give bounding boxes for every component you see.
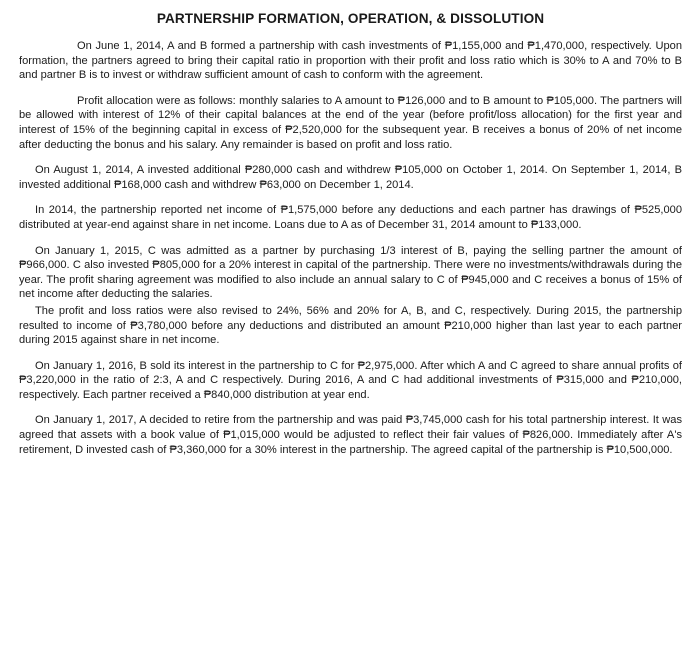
paragraph-revised-ratios-2015: The profit and loss ratios were also revised to 24%, 56% and 20% for A, B, and C, respectively. During 2015, the partnership resulted to income of ₱3,780,000 before any deductions and distributed an amount ₱210,000 higher than last year to each partner during 2015 against share in net income. — [19, 304, 682, 347]
paragraph-retirement-of-a: On January 1, 2017, A decided to retire from the partnership and was paid ₱3,745,000 cash for his total partnership interest. It was agreed that assets with a book value of ₱1,015,000 would be adjusted to reflect their fair values of ₱826,000. Immediately after A's retirement, D invested cash of ₱3,360,000 for a 30% interest in the partnership. The agreed capital of the partnership is ₱10,500,000. — [19, 414, 682, 456]
paragraph-admission-of-c: On January 1, 2015, C was admitted as a partner by purchasing 1/3 interest of B, paying the selling partner the amount of ₱966,000. C also invested ₱805,000 for a 20% interest in capital of the partnership. There were no investments/withdrawals during the year. The profit sharing agreement was modified to also include an annual salary to C of ₱945,000 and C receives a bonus of 15% of net income after deducting the salaries. — [19, 244, 682, 301]
paragraph-investments-2014: On August 1, 2014, A invested additional ₱280,000 cash and withdrew ₱105,000 on October 1, 2014. On September 1, 2014, B invested additional ₱168,000 cash and withdrew ₱63,000 on December 1, 2014. — [19, 164, 682, 191]
page-title: PARTNERSHIP FORMATION, OPERATION, & DISSOLUTION — [156, 11, 545, 26]
paragraph-net-income-2014: In 2014, the partnership reported net income of ₱1,575,000 before any deductions and each partner has drawings of ₱525,000 distributed at year-end against share in net income. Loans due to A as of December 31, 2014 amount to ₱133,000. — [19, 204, 682, 231]
paragraph-profit-allocation: Profit allocation were as follows: monthly salaries to A amount to ₱126,000 and to B amount to ₱105,000. The partners will be allowed with interest of 12% of their capital balances at the end of the year (before profit/loss allocation) for the first year and interest of 15% of the beginning capital in excess of ₱2,520,000 for the subsequent year. B receives a bonus of 20% of net income after deducting the bonus and his salary. Any remainder is based on profit and loss ratio. — [19, 94, 682, 151]
paragraph-sale-of-b-interest: On January 1, 2016, B sold its interest in the partnership to C for ₱2,975,000. After which A and C agreed to share annual profits of ₱3,220,000 in the ratio of 2:3, A and C respectively. During 2016, A and C had additional investments of ₱315,000 and ₱210,000, respectively. Each partner received a ₱840,000 distribution at year end. — [19, 359, 682, 401]
paragraph-formation: On June 1, 2014, A and B formed a partnership with cash investments of ₱1,155,000 and ₱1,470,000, respectively. Upon formation, the partners agreed to bring their capital ratio in proportion with their profit and loss ratio which is 30% to A and 70% to B and partner B is to invest or withdraw sufficient amount of cash to conform with the agreement. — [19, 40, 682, 82]
